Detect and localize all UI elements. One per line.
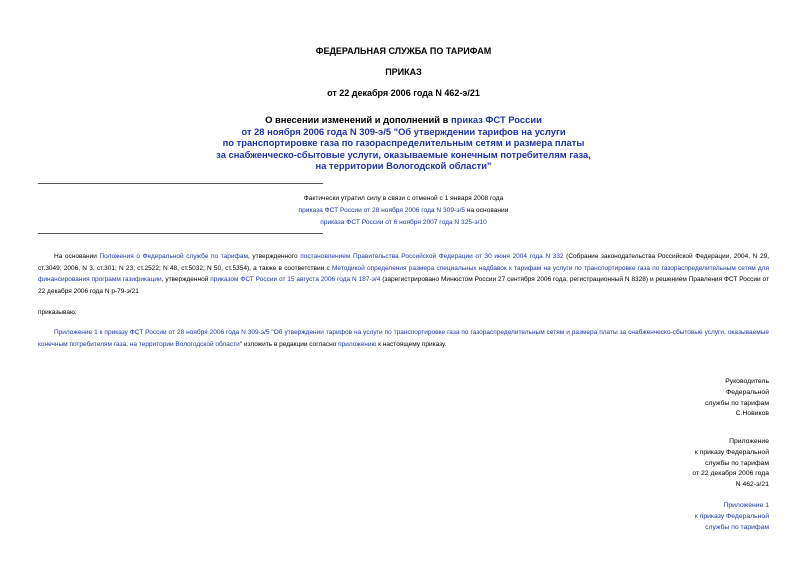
basis-text: , утвержденной (161, 276, 211, 283)
appendix-link-annex1[interactable]: Приложение 1 к приказу ФСТ России от 28 ноября 2006 года N 309-э/5 (54, 329, 270, 336)
attachment-line: N 462-э/21 (735, 481, 769, 489)
basis-link-regulation[interactable]: Положения о Федеральной службе по тарифам (99, 253, 248, 260)
signature-line: Федеральной (726, 388, 769, 396)
attachment-line: Приложение (729, 438, 769, 445)
attachment-link-block[interactable] (695, 501, 769, 533)
signature-line: Руководитель (725, 378, 769, 385)
basis-text: , утвержденного (247, 253, 301, 260)
appendix-link-annex[interactable]: приложению (338, 340, 377, 348)
appendix-text: " (269, 329, 274, 336)
basis-paragraph (38, 251, 769, 297)
basis-link-fst-order-187[interactable]: приказом ФСТ России от 15 августа 2006 года N 187-э/4 (210, 276, 381, 283)
attachment-link-line[interactable]: Приложение 1 (723, 502, 769, 509)
note-link-basis-order[interactable]: приказа ФСТ России от 6 ноября 2007 года N 325-э/10 (320, 219, 487, 226)
signature-name: С.Новиков (735, 410, 769, 418)
signature-block (705, 377, 769, 420)
appendix-paragraph (38, 327, 769, 350)
agency-name: ФЕДЕРАЛЬНАЯ СЛУЖБА ПО ТАРИФАМ (315, 46, 492, 56)
doc-date: от 22 декабря 2006 года N 462-э/21 (327, 88, 480, 98)
status-note (0, 193, 807, 229)
attachment-line: к приказу Федеральной (694, 448, 769, 456)
title-link-line2[interactable]: от 28 ноября 2006 года N 309-э/5 "Об утверждении тарифов на услуги (241, 125, 566, 137)
signature-line: службы по тарифам (705, 399, 769, 407)
basis-text: (зарегистрировано Минюстом России 27 сентября 2006 года, регистрационный N 8328) и решением Правления ФСТ России от 22 декабря 2006 года N р-79-э/21 (38, 276, 769, 295)
order-word: приказываю: (38, 309, 77, 316)
title-link-line4[interactable]: за снабженческо-сбытовые услуги, оказываемые конечным потребителям газа, (216, 148, 591, 160)
note-link-cancel-order[interactable]: приказа ФСТ России от 28 ноября 2006 года N 309-э/5 (298, 207, 466, 214)
appendix-link-title[interactable]: Об утверждении тарифов на услуги по транспортировке газа по газораспределительным сетям и размера платы за снабженческо-сбытовые услуги, оказываемые конечным потребителям газа, на территории Вологодской области (38, 329, 769, 348)
title-text: О внесении изменений и дополнений в (265, 114, 451, 125)
title-link-fst-order[interactable]: приказ ФСТ России (450, 114, 542, 125)
divider-top (38, 183, 323, 184)
attachment-line: службы по тарифам (705, 459, 769, 467)
divider-bottom (38, 233, 323, 234)
appendix-text: " изложить в редакции согласно (239, 340, 339, 348)
doc-type: ПРИКАЗ (385, 67, 422, 77)
note-text: на основании (465, 207, 509, 214)
attachment-line: от 22 декабря 2006 года (692, 470, 769, 478)
attachment-link-line[interactable]: к приказу Федеральной (694, 512, 769, 520)
attachment-block (692, 437, 769, 491)
title-link-line3[interactable]: по транспортировке газа по газораспределительным сетям и размера платы (222, 137, 585, 148)
appendix-text: к настоящему приказу. (376, 340, 447, 348)
note-line1: Фактически утратил силу в связи с отменой с 1 января 2008 года (303, 195, 504, 202)
document-title (0, 114, 807, 172)
basis-text: На основании (54, 253, 100, 260)
basis-link-methodology[interactable]: Методикой определения размера специальных надбавок к тарифам на услуги по транспортировке газа по газораспределительным сетям для финансирования программ газификации (38, 264, 769, 283)
basis-link-government-decree[interactable]: постановлением Правительства Российской Федерации от 30 июня 2004 года N 332 (300, 253, 564, 260)
title-link-line5[interactable]: на территории Вологодской области" (315, 160, 492, 171)
attachment-link-line[interactable]: службы по тарифам (705, 523, 769, 531)
basis-text: (Собрание законодательства Российской Федерации, 2004, N 29, ст.3049; 2006, N 3, ст.301; N 23, ст.2522; N 48, ст.5032; N 50, ст.5354), а также в соответствии с (38, 253, 770, 272)
